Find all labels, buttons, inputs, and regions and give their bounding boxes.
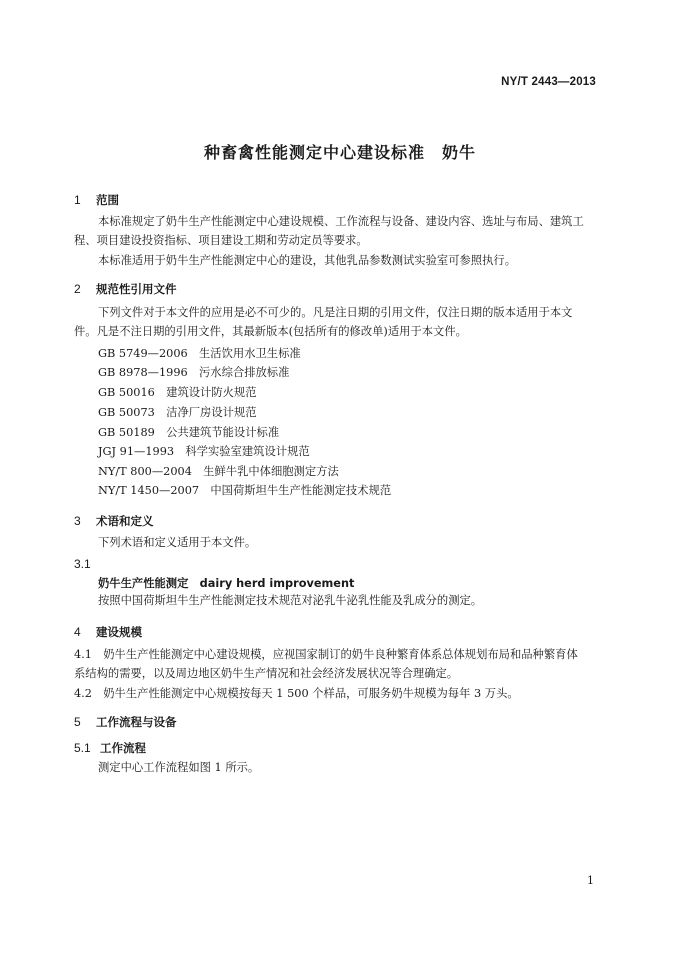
section-number: 5 [74, 715, 81, 729]
clause-4-1-line: 4.1 奶牛生产性能测定中心建设规模，应视国家制订的奶牛良种繁育体系总体规划布局和品种繁育体 [74, 648, 578, 661]
section-3-heading [74, 513, 154, 529]
page-number: 1 [587, 874, 594, 887]
clause-4-1-line: 系结构的需要，以及周边地区奶牛生产情况和社会经济发展状况等合理确定。 [74, 667, 459, 680]
subsection-title: 工作流程 [100, 741, 146, 755]
section-number: 3 [74, 514, 81, 528]
section-5-heading [74, 714, 177, 730]
paragraph: 本标准适用于奶牛生产性能测定中心的建设，其他乳品参数测试实验室可参照执行。 [98, 254, 516, 267]
term-entry: 奶牛生产性能测定 dairy herd improvement [98, 577, 355, 590]
paragraph: 下列术语和定义适用于本文件。 [98, 536, 257, 549]
subsection-number: 5.1 [74, 741, 91, 755]
section-number: 4 [74, 625, 81, 639]
reference-item: GB 8978—1996 污水综合排放标准 [98, 366, 290, 379]
section-number: 2 [74, 282, 81, 296]
section-title: 范围 [96, 193, 119, 207]
paragraph-line: 程、项目建设投资指标、项目建设工期和劳动定员等要求。 [74, 234, 368, 247]
term-definition: 按照中国荷斯坦牛生产性能测定技术规范对泌乳牛泌乳性能及乳成分的测定。 [98, 594, 483, 607]
document-title: 种畜禽性能测定中心建设标准 奶牛 [203, 143, 476, 162]
section-title: 建设规模 [96, 625, 142, 639]
subsection-5-1-heading [74, 740, 146, 756]
section-1-heading [74, 192, 119, 208]
reference-item: GB 5749—2006 生活饮用水卫生标准 [98, 347, 301, 360]
section-number: 1 [74, 193, 81, 207]
standard-code: NY/T 2443—2013 [501, 76, 596, 88]
paragraph-line: 下列文件对于本文件的应用是必不可少的。凡是注日期的引用文件，仅注日期的版本适用于本文 [98, 306, 573, 319]
paragraph-line: 本标准规定了奶牛生产性能测定中心建设规模、工作流程与设备、建设内容、选址与布局、建筑工 [98, 215, 584, 228]
section-title: 工作流程与设备 [96, 715, 177, 729]
clause-number: 3.1 [74, 557, 91, 571]
paragraph: 测定中心工作流程如图 1 所示。 [98, 761, 260, 774]
reference-item: GB 50189 公共建筑节能设计标准 [98, 426, 280, 439]
paragraph-line: 件。凡是不注日期的引用文件，其最新版本(包括所有的修改单)适用于本文件。 [74, 325, 467, 338]
reference-item: GB 50016 建筑设计防火规范 [98, 386, 257, 399]
reference-item: NY/T 800—2004 生鲜牛乳中体细胞测定方法 [98, 465, 339, 478]
clause-4-2: 4.2 奶牛生产性能测定中心规模按每天 1 500 个样品，可服务奶牛规模为每年 3 万头。 [74, 687, 519, 700]
section-2-heading [74, 281, 177, 297]
section-title: 术语和定义 [96, 514, 154, 528]
section-4-heading [74, 624, 142, 640]
reference-item: NY/T 1450—2007 中国荷斯坦牛生产性能测定技术规范 [98, 484, 392, 497]
reference-item: JGJ 91—1993 科学实验室建筑设计规范 [98, 445, 310, 458]
section-title: 规范性引用文件 [96, 282, 177, 296]
reference-item: GB 50073 洁净厂房设计规范 [98, 406, 257, 419]
